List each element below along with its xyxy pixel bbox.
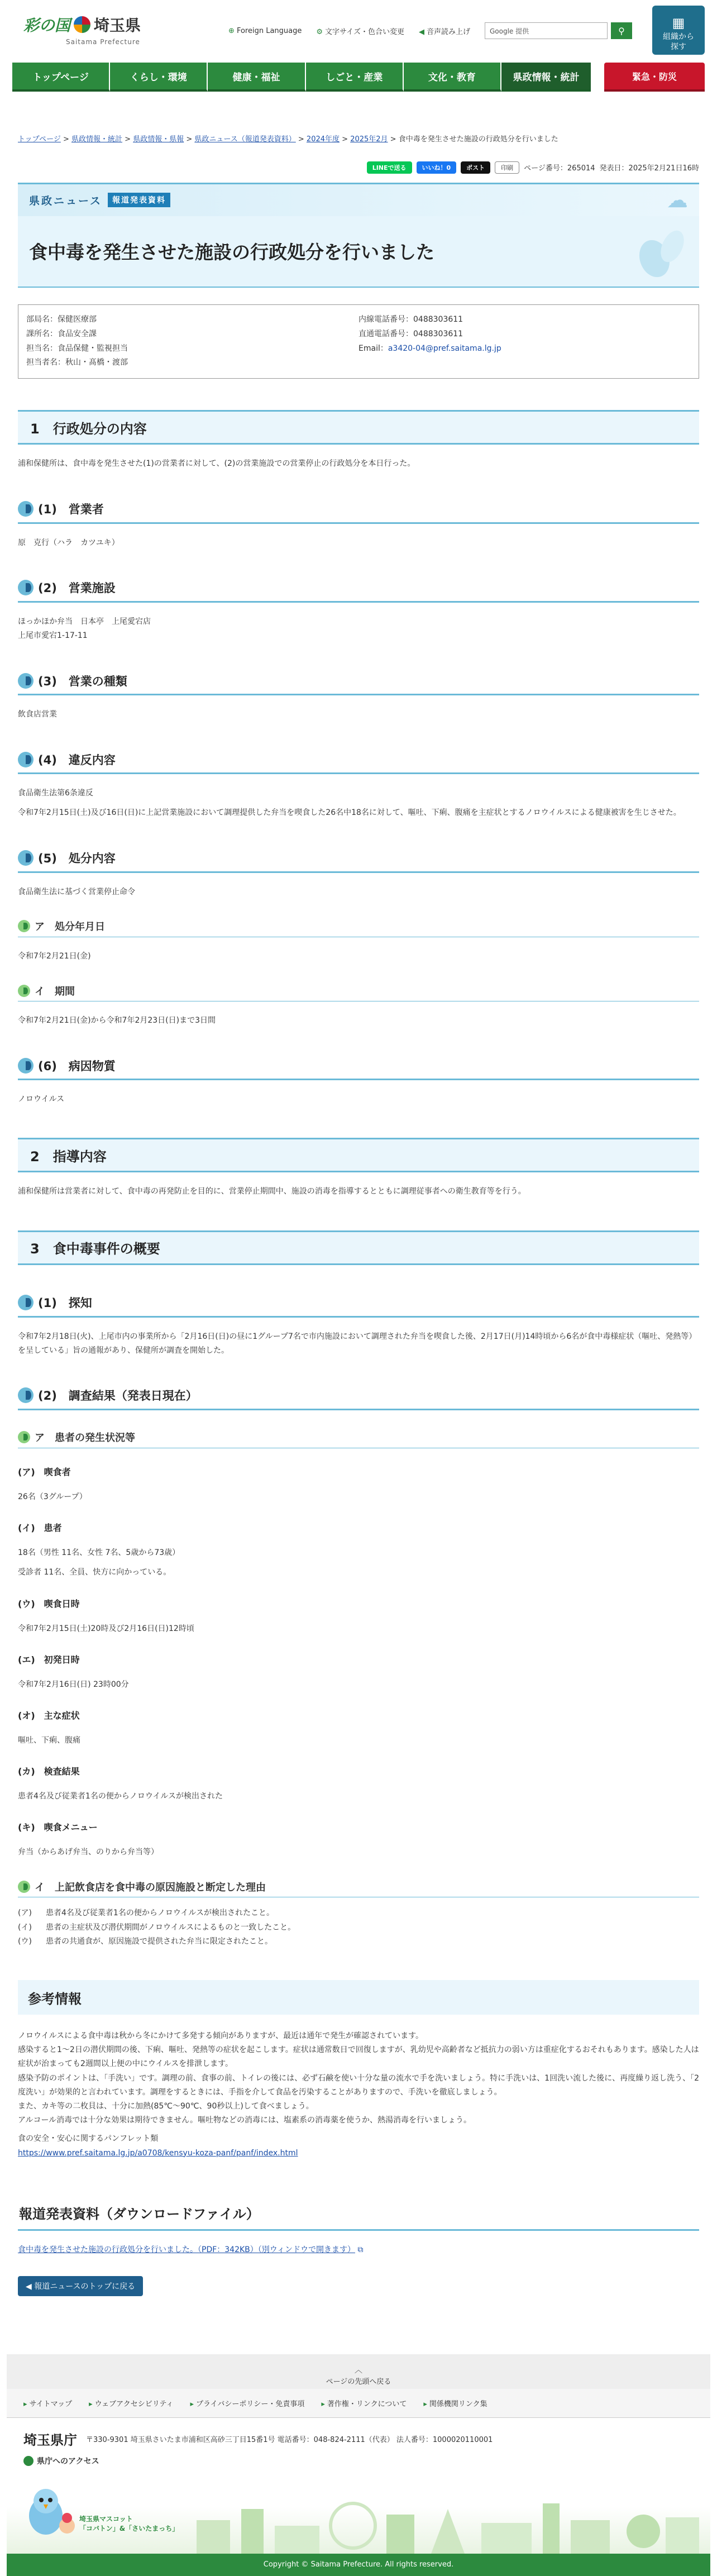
disposition-period: 令和7年2月21日(金)から令和7年2月23日(日)まで3日間 (18, 1016, 216, 1025)
page-id: ページ番号：265014 (524, 164, 595, 173)
item-heading: (カ) 検査結果 (18, 1766, 80, 1777)
disposition: 食品衛生法に基づく営業停止命令 (18, 887, 135, 896)
footer-link-label: 著作権・リンクについて (327, 2400, 407, 2408)
gnav-emergency[interactable]: 緊急・防災 (604, 63, 705, 92)
download-row (18, 2243, 699, 2257)
leaf-decoration-icon (632, 224, 688, 280)
footer-link-privacy[interactable] (190, 2398, 304, 2408)
contact-right (358, 313, 691, 371)
breadcrumb-link[interactable]: 2024年度 (306, 135, 340, 144)
reference-line: 感染すると1～2日の潜伏期間の後、下痢、嘔吐、発熱等の症状を起こします。症状は通常数日で回復しますが、乳幼児や高齢者など抵抗力の弱い方は重症化するおそれもあります。感染した人は症状が治まっても2週間以上便の中にウイルスを排泄します。 (18, 2045, 699, 2069)
contact-left (26, 313, 358, 371)
minor-heading-text: ア 患者の発生状況等 (35, 1432, 135, 1444)
subsection-heading-text: (5) 処分内容 (38, 852, 116, 866)
news-band (18, 183, 699, 216)
item-text: 令和7年2月16日(日) 23時00分 (18, 1680, 129, 1689)
external-window-icon: ⧉ (357, 2245, 364, 2254)
back-to-news-label: 報道ニュースのトップに戻る (34, 2282, 136, 2291)
utility-links (228, 22, 632, 39)
pamphlet-label: 食の安全・安心に関するパンフレット類 (18, 2134, 159, 2144)
text-size-label: 文字サイズ・色合い変更 (325, 27, 404, 36)
breadcrumb: トップページ > 県政情報・統計 > 県政情報・県報 > 県政ニュース（報道発表資料） > 2024年度 > 2025年2月 > 食中毒を発生させた施設の行政処分を行いました (18, 135, 558, 144)
download-heading: 報道発表資料（ダウンロードファイル） (18, 2196, 699, 2231)
gnav-culture[interactable]: 文化・教育 (404, 63, 501, 92)
item-heading: (ウ) 喫食日時 (18, 1598, 80, 1609)
subsection-heading-text: (2) 営業施設 (38, 581, 116, 595)
reason-text: 患者の共通食が、原因施設で提供された弁当に限定されたこと。 (46, 1936, 273, 1946)
item-heading: (オ) 主な症状 (18, 1710, 80, 1721)
heading-bullet-icon (18, 850, 34, 866)
subsection-heading-text: (2) 調査結果（発表日現在） (38, 1389, 198, 1403)
text-size-link[interactable] (316, 26, 404, 36)
speaker-icon: ◀ (418, 27, 424, 36)
footer-nav (7, 2389, 710, 2418)
site-logo[interactable] (23, 13, 141, 46)
contact-team: 担当名：食品保健・監視担当 (26, 344, 128, 353)
mascot-caption-2: 「コバトン」&「さいたまっち」 (79, 2524, 179, 2532)
item-heading: (キ) 喫食メニュー (18, 1822, 98, 1833)
globe-icon: ⊕ (228, 26, 235, 35)
reference-line: アルコール消毒では十分な効果は期待できません。嘔吐物などの消毒には、塩素系の消毒薬を使うか、熱湯消毒を行いましょう。 (18, 2116, 471, 2125)
foreign-language-label: Foreign Language (236, 26, 302, 35)
release-date: 発表日：2025年2月21日16時 (599, 164, 699, 173)
item-text: 患者4名及び従業者1名の便からノロウイルスが検出された (18, 1792, 223, 1801)
subsection-heading-text: (6) 病因物質 (38, 1059, 116, 1073)
item-text: 受診者 11名、全員、快方に向かっている。 (18, 1568, 171, 1577)
gnav-health[interactable]: 健康・福祉 (208, 63, 305, 92)
contact-box (18, 304, 699, 379)
subsection-heading (18, 1052, 699, 1080)
footer-pref-name: 埼玉県庁 (23, 2432, 77, 2448)
main-content (18, 410, 699, 2296)
site-search (485, 22, 632, 39)
reference-body (18, 2029, 699, 2160)
subsection-heading (18, 746, 699, 774)
arrow-right-icon: ▸ (321, 2400, 325, 2408)
breadcrumb-link[interactable]: 県政情報・県報 (133, 135, 184, 144)
arrow-left-icon: ◀ (26, 2282, 35, 2291)
violation-law: 食品衛生法第6条違反 (18, 789, 93, 798)
page-top-link[interactable] (7, 2354, 710, 2389)
page-top-label: ページの先頭へ戻る (326, 2377, 391, 2386)
subsection-heading-text: (1) 探知 (38, 1296, 92, 1310)
gnav-government[interactable]: 県政情報・統計 (501, 63, 591, 92)
page-title-box (18, 216, 699, 288)
subsection-heading-text: (3) 営業の種類 (38, 674, 127, 688)
business-type: 飲食店営業 (18, 710, 57, 719)
access-label: 県庁へのアクセス (37, 2456, 99, 2466)
reason-item (18, 1921, 699, 1935)
org-label-1: 組織から (663, 32, 694, 42)
footer-link-accessibility[interactable] (89, 2398, 173, 2408)
heading-bullet-icon (18, 985, 30, 997)
footer-address-text: 〒330-9301 埼玉県さいたま市浦和区高砂三丁目15番1号 電話番号：048-824-2111（代表） 法人番号：1000020110001 (86, 2435, 493, 2444)
location-icon (23, 2456, 34, 2466)
heading-bullet-icon (18, 1387, 34, 1403)
arrow-right-icon: ▸ (23, 2400, 27, 2408)
item-heading: (ア) 喫食者 (18, 1466, 71, 1477)
item-text: 26名（3グループ） (18, 1492, 87, 1501)
prefecture-mark-icon (74, 16, 90, 33)
heading-bullet-icon (18, 580, 34, 595)
section-heading: 1 行政処分の内容 (18, 410, 699, 445)
footer-link-related[interactable] (423, 2398, 487, 2408)
item-text: 嘔吐、下痢、腹痛 (18, 1735, 80, 1745)
breadcrumb-link[interactable]: 県政情報・統計 (71, 135, 123, 144)
pdf-download-link[interactable]: 食中毒を発生させた施設の行政処分を行いました。（PDF：342KB）（別ウィンドウで開きます） (18, 2245, 355, 2254)
footer-link-label: 関係機関リンク集 (429, 2400, 487, 2408)
facility-name: ほっかほか弁当 日本亭 上尾愛宕店 (18, 617, 151, 626)
breadcrumb-link[interactable]: 県政ニュース（報道発表資料） (194, 135, 296, 144)
minor-heading-text: イ 期間 (35, 985, 75, 998)
gear-icon: ⚙ (316, 27, 323, 36)
section-lead: 浦和保健所は、食中毒を発生させた(1)の営業者に対して、(2)の営業施設での営業停止の行政処分を本日行った。 (18, 459, 415, 469)
copyright: Copyright © Saitama Prefecture. All rights reserved. (7, 2554, 710, 2576)
subsection-heading (18, 667, 699, 695)
org-label-2: 探す (671, 42, 686, 52)
mascot-caption-1: 埼玉県マスコット (79, 2515, 133, 2523)
gnav-top[interactable]: トップページ (12, 63, 110, 92)
item-text: 弁当（からあげ弁当、のりから弁当等） (18, 1848, 159, 1857)
violation-detail: 令和7年2月15日(土)及び16日(日)に上記営業施設において調理提供した弁当を喫食した26名中18名に対して、嘔吐、下痢、腹痛を主症状とするノロウイルスによる健康被害を生じさせた。 (18, 808, 681, 818)
detection-text: 令和7年2月18日(火)、上尾市内の事業所から「2月16日(日)の昼に1グループ7名で市内施設において調理された弁当を喫食した後、2月17日(月)14時頃から6名が食中毒様症状（嘔吐、発熱等）を呈している」旨の通報があり、保健所が調査を開始した。 (18, 1332, 697, 1355)
item-heading: (エ) 初発日時 (18, 1654, 80, 1665)
reason-text: 患者の主症状及び潜伏期間がノロウイルスによるものと一致したこと。 (46, 1923, 296, 1932)
reason-marker: (ア) (18, 1909, 32, 1918)
logo-brand: 彩の国 (23, 16, 71, 35)
heading-bullet-icon (18, 1295, 34, 1310)
minor-heading (18, 1876, 699, 1897)
subsection-heading-text: (4) 違反内容 (38, 753, 116, 767)
mascot-illustration (23, 2481, 79, 2542)
reason-marker: (イ) (18, 1923, 32, 1932)
reason-item (18, 1906, 699, 1920)
reference-line: 感染予防のポイントは、「手洗い」です。調理の前、食事の前、トイレの後には、必ず石鹸を使い十分な量の流水で手を洗いましょう。特に手洗いは、1回洗い流した後に、再度繰り返し洗う、「2度洗い」が効果的と言われています。調理をするときには、手指を介して食品を汚染することがありますので、手洗いを徹底しましょう。 (18, 2073, 699, 2097)
heading-bullet-icon (18, 752, 34, 767)
arrow-right-icon: ▸ (89, 2400, 93, 2408)
share-bar (18, 161, 699, 174)
foreign-language-link[interactable] (228, 27, 302, 35)
footer-link-copyright[interactable] (321, 2398, 407, 2408)
section-heading: 3 食中毒事件の概要 (18, 1230, 699, 1265)
disposition-date: 令和7年2月21日(金) (18, 951, 91, 961)
search-button[interactable] (611, 22, 632, 39)
contact-person: 担当者名：秋山・髙橋・渡部 (26, 358, 128, 368)
facility-info (18, 615, 699, 643)
access-link[interactable] (23, 2455, 710, 2467)
page-title: 食中毒を発生させた施設の行政処分を行いました (29, 241, 434, 264)
minor-heading (18, 1427, 699, 1448)
breadcrumb-link[interactable]: 2025年2月 (350, 135, 388, 144)
arrow-right-icon: ▸ (423, 2400, 427, 2408)
contact-direct-phone: 直通電話番号：0488303611 (358, 329, 463, 338)
footer-link-label: サイトマップ (29, 2400, 73, 2408)
news-band-title: 県政ニュース (29, 194, 103, 207)
reason-marker: (ウ) (18, 1936, 32, 1946)
heading-bullet-icon (18, 1058, 34, 1074)
site-header (7, 0, 710, 63)
section-heading: 2 指導内容 (18, 1138, 699, 1172)
heading-bullet-icon (18, 673, 34, 689)
reference-heading: 参考情報 (18, 1980, 699, 2015)
breadcrumb-link[interactable]: トップページ (18, 135, 61, 144)
minor-heading-text: ア 処分年月日 (35, 921, 105, 933)
search-icon: ⚲ (618, 25, 625, 36)
subsection-heading (18, 1290, 699, 1318)
logo-sub: Saitama Prefecture (66, 38, 140, 46)
subsection-heading (18, 1382, 699, 1410)
contact-dept: 部局名：保健医療部 (26, 314, 97, 324)
voice-link[interactable] (419, 26, 470, 36)
arrow-right-icon: ▸ (190, 2400, 194, 2408)
footer-illustration (7, 2475, 710, 2554)
heading-bullet-icon (18, 1881, 30, 1893)
operator-name: 原 克行（ハラ カツユキ） (18, 538, 120, 547)
minor-heading-text: イ 上記飲食店を食中毒の原因施設と断定した理由 (35, 1881, 266, 1893)
search-input[interactable]: Google 提供 (485, 22, 608, 39)
breadcrumb-current: 食中毒を発生させた施設の行政処分を行いました (398, 135, 558, 144)
voice-label: 音声読み上げ (426, 27, 470, 36)
cloud-decoration-icon: ☁ (667, 187, 688, 212)
reason-text: 患者4名及び従業者1名の便からノロウイルスが検出されたこと。 (46, 1909, 274, 1918)
logo-pref: 埼玉県 (94, 16, 141, 35)
reason-list (18, 1906, 699, 1949)
chevron-up-icon: ︿ (355, 2365, 362, 2375)
print-button[interactable]: 印刷 (495, 161, 519, 174)
contact-ext-phone: 内線電話番号：0488303611 (358, 314, 463, 324)
item-text: 令和7年2月15日(土)20時及び2月16日(日)12時頃 (18, 1624, 194, 1633)
news-band-tag: 報道発表資料 (108, 193, 170, 207)
subsection-heading (18, 845, 699, 873)
pathogen: ノロウイルス (18, 1095, 65, 1104)
reason-item (18, 1935, 699, 1949)
contact-section: 課所名：食品安全課 (26, 329, 97, 338)
item-text: 18名（男性 11名、女性 7名、5歳から73歳） (18, 1548, 180, 1558)
reference-line: ノロウイルスによる食中毒は秋から冬にかけて多発する傾向がありますが、最近は通年で発生が確認されています。 (18, 2031, 424, 2041)
reference-line: また、カキ等の二枚貝は、十分に加熱(85℃～90℃、90秒以上)して食べましょう。 (18, 2101, 314, 2111)
item-heading: (イ) 患者 (18, 1523, 62, 1534)
facebook-like-button[interactable]: いいね！0 (417, 161, 457, 174)
cityscape-illustration (185, 2492, 710, 2554)
footer-link-sitemap[interactable] (23, 2398, 72, 2408)
minor-heading (18, 916, 699, 937)
pamphlet-link[interactable]: https://www.pref.saitama.lg.jp/a0708/kensyu-koza-panf/panf/index.html (18, 2148, 298, 2158)
guidance-text: 浦和保健所は営業者に対して、食中毒の再発防止を目的に、営業停止期間中、施設の消毒を指導するとともに調理従事者への衛生教育等を行う。 (18, 1187, 526, 1196)
footer-link-label: プライバシーポリシー・免責事項 (195, 2400, 305, 2408)
mascot-caption (79, 2515, 179, 2534)
global-nav (12, 63, 705, 92)
building-icon: ▦ (672, 15, 685, 31)
heading-bullet-icon (18, 501, 34, 517)
subsection-heading-text: (1) 営業者 (38, 503, 104, 517)
gnav-life[interactable]: くらし・環境 (110, 63, 208, 92)
footer-link-label: ウェブアクセシビリティ (94, 2400, 174, 2408)
minor-heading (18, 980, 699, 1001)
gnav-work[interactable]: しごと・産業 (306, 63, 404, 92)
subsection-heading (18, 575, 699, 603)
line-share-button[interactable]: LINEで送る (367, 161, 412, 174)
back-to-news-button[interactable] (18, 2276, 143, 2296)
contact-email-label: Email： (358, 344, 388, 353)
x-post-button[interactable]: ポスト (461, 161, 490, 174)
footer-address (7, 2429, 710, 2449)
contact-email-link[interactable]: a3420-04@pref.saitama.lg.jp (388, 344, 501, 353)
heading-bullet-icon (18, 920, 30, 932)
heading-bullet-icon (18, 1431, 30, 1443)
org-search-button[interactable] (652, 6, 705, 55)
subsection-heading (18, 496, 699, 524)
facility-address: 上尾市愛宕1-17-11 (18, 631, 88, 640)
